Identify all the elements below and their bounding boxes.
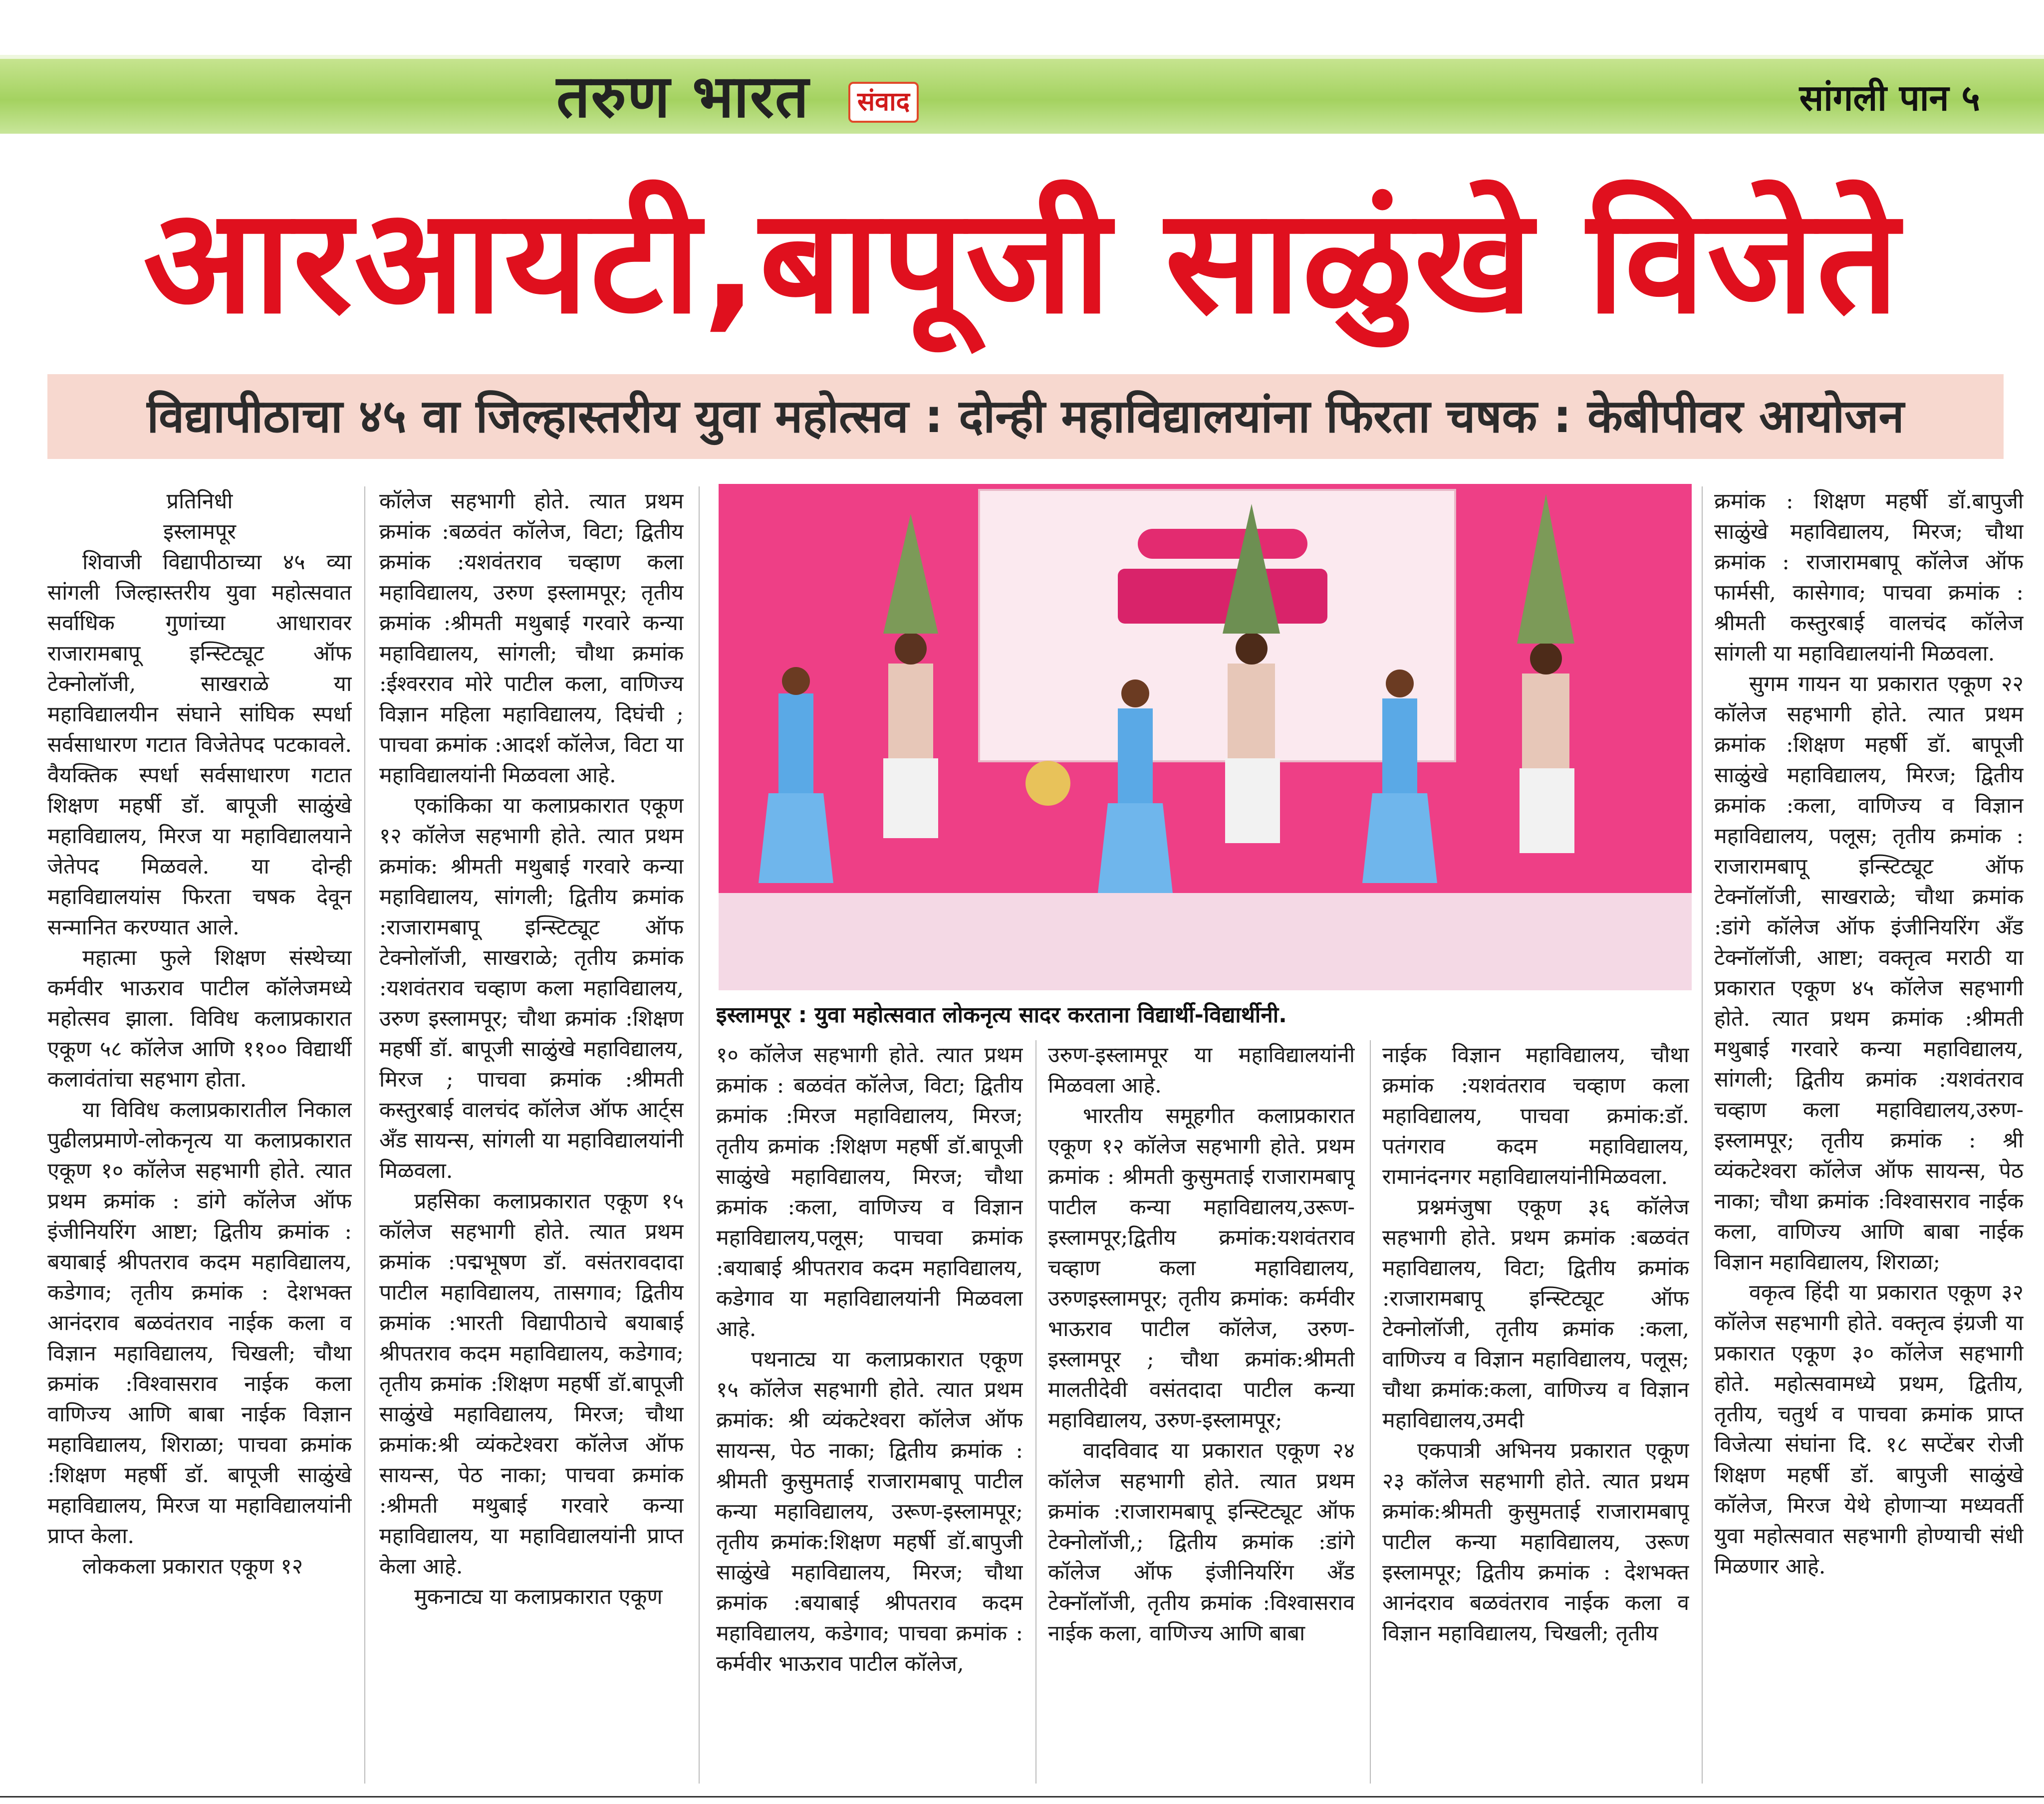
paragraph: नाईक विज्ञान महाविद्यालय, चौथा क्रमांक :यशवंतराव चव्हाण कला महाविद्यालय, पाचवा क्रमांक:डॉ. पतंगराव कदम महाविद्यालय, रामानंदनगर महाविद्यालयांनीमिळवला. bbox=[1382, 1043, 1689, 1189]
paragraph: सुगम गायन या प्रकारात एकूण २२ कॉलेज सहभागी होते. त्यात प्रथम क्रमांक :शिक्षण महर्षी डॉ. बापूजी साळुंखे महाविद्यालय, मिरज; द्वितीय क्रमांक :कला, वाणिज्य व विज्ञान महाविद्यालय, पलूस; तृतीय क्रमांक : राजारामबापू इन्स्टिट्यूट ऑफ टेक्नॉलॉजी, साखराळे; चौथा क्रमांक :डांगे कॉलेज ऑफ इंजीनियरिंग अँड टेक्नॉलॉजी, आष्टा; वक्तृत्व मराठी या प्रकारात एकूण ४५ कॉलेज सहभागी होते. त्यात प्रथम क्रमांक :श्रीमती मथुबाई गरवारे कन्या महाविद्यालय, सांगली; द्वितीय क्रमांक :यशवंतराव चव्हाण कला महाविद्यालय,उरुण-इस्लामपूर; तृतीय क्रमांक : श्री व्यंकटेश्वरा कॉलेज ऑफ सायन्स, पेठ नाका; चौथा क्रमांक :विश्वासराव नाईक कला, वाणिज्य आणि बाबा नाईक विज्ञान महाविद्यालय, शिराळा; bbox=[1714, 672, 2024, 1275]
dancer-figure bbox=[759, 667, 833, 883]
paragraph: उरुण-इस्लामपूर या महाविद्यालयांनी मिळवला आहे. bbox=[1048, 1043, 1355, 1098]
paragraph: मुकनाट्य या कलाप्रकारात एकूण bbox=[414, 1584, 663, 1609]
paragraph: एकांकिका या कलाप्रकारात एकूण १२ कॉलेज सहभागी होते. त्यात प्रथम क्रमांक: श्रीमती मथुबाई गरवारे कन्या महाविद्यालय, सांगली; द्वितीय क्रमांक :राजारामबापू इन्स्टिट्यूट ऑफ टेक्नोलॉजी, साखराळे; तृतीय क्रमांक :यशवंतराव चव्हाण कला महाविद्यालय, उरुण इस्लामपूर; चौथा क्रमांक :शिक्षण महर्षी डॉ. बापूजी साळुंखे महाविद्यालय, मिरज ; पाचवा क्रमांक :श्रीमती कस्तुरबाई वालचंद कॉलेज ऑफ आर्ट्स अँड सायन्स, सांगली या महाविद्यालयांनी मिळवला. bbox=[379, 793, 684, 1183]
newspaper-name: तरुण भारत bbox=[556, 62, 810, 131]
subheadline: विद्यापीठाचा ४५ वा जिल्हास्तरीय युवा महोत्सव : दोन्ही महाविद्यालयांना फिरता चषक : केबीपीवर आयोजन bbox=[147, 390, 1904, 443]
dancer-figure bbox=[883, 514, 938, 838]
dancers-illustration bbox=[719, 484, 1692, 990]
bottom-rule bbox=[0, 1796, 2044, 1798]
dancer-figure bbox=[1098, 679, 1173, 893]
dancer-figure bbox=[1517, 494, 1574, 853]
paragraph: प्रहसिका कलाप्रकारात एकूण १५ कॉलेज सहभागी होते. त्यात प्रथम क्रमांक :पद्मभूषण डॉ. वसंतरावदादा पाटील महाविद्यालय, तासगाव; द्वितीय क्रमांक :भारती विद्यापीठाचे बयाबाई श्रीपतराव कदम महाविद्यालय, कडेगाव; तृतीय क्रमांक :शिक्षण महर्षी डॉ.बापूजी साळुंखे महाविद्यालय, मिरज; चौथा क्रमांक:श्री व्यंकटेश्वरा कॉलेज ऑफ सायन्स, पेठ नाका; पाचवा क्रमांक :श्रीमती मथुबाई गरवारे कन्या महाविद्यालय, या महाविद्यालयांनी प्राप्त केला आहे. bbox=[379, 1189, 684, 1579]
paragraph: १० कॉलेज सहभागी होते. त्यात प्रथम क्रमांक : बळवंत कॉलेज, विटा; द्वितीय क्रमांक :मिरज महाविद्यालय, मिरज; तृतीय क्रमांक :शिक्षण महर्षी डॉ.बापूजी साळुंखे महाविद्यालय, मिरज; चौथा क्रमांक :कला, वाणिज्य व विज्ञान महाविद्यालय,पलूस; पाचवा क्रमांक :बयाबाई श्रीपतराव कदम महाविद्यालय, कडेगाव या महाविद्यालयांनी मिळवला आहे. bbox=[716, 1043, 1023, 1342]
headline: आरआयटी,बापूजी साळुंखे विजेते bbox=[143, 178, 1901, 346]
page-label: सांगली पान ५ bbox=[1799, 77, 1980, 119]
paragraph: प्रश्नमंजुषा एकूण ३६ कॉलेज सहभागी होते. प्रथम क्रमांक :बळवंत महाविद्यालय, विटा; द्वितीय क्रमांक :राजारामबापू इन्स्टिट्यूट ऑफ टेक्नोलॉजी, तृतीय क्रमांक :कला, वाणिज्य व विज्ञान महाविद्यालय, पलूस; चौथा क्रमांक:कला, वाणिज्य व विज्ञान महाविद्यालय,उमदी bbox=[1382, 1195, 1689, 1433]
edition-badge: संवाद bbox=[848, 82, 919, 123]
column-divider bbox=[1035, 1040, 1036, 1784]
column-divider bbox=[364, 486, 365, 1784]
paragraph: लोककला प्रकारात एकूण १२ bbox=[82, 1554, 303, 1579]
paragraph: महात्मा फुले शिक्षण संस्थेच्या कर्मवीर भाऊराव पाटील कॉलेजमध्ये महोत्सव झाला. विविध कलाप्रकारात एकूण ५८ कॉलेज आणि ११०० विद्यार्थी कलावंतांचा सहभाग होता. bbox=[47, 945, 352, 1092]
masthead-band bbox=[0, 59, 2044, 134]
paragraph: एकपात्री अभिनय प्रकारात एकूण २३ कॉलेज सहभागी होते. त्यात प्रथम क्रमांक:श्रीमती कुसुमताई राजारामबापू पाटील कन्या महाविद्यालय, उरूण इस्लामपूर; द्वितीय क्रमांक : देशभक्त आनंदराव बळवंतराव नाईक कला व विज्ञान महाविद्यालय, चिखली; तृतीय bbox=[1382, 1438, 1689, 1646]
article-column-5 bbox=[1382, 1040, 1689, 1789]
byline: प्रतिनिधी bbox=[166, 489, 233, 514]
article-column-2 bbox=[379, 486, 684, 1784]
photo-caption: इस्लामपूर : युवा महोत्सवात लोकनृत्य सादर करताना विद्यार्थी-विद्यार्थीनी. bbox=[716, 1002, 1287, 1028]
dancer-figure bbox=[1223, 504, 1280, 843]
article-column-3 bbox=[716, 1040, 1023, 1789]
dateline: इस्लामपूर bbox=[163, 519, 236, 544]
paragraph: वकृत्व हिंदी या प्रकारात एकूण ३२ कॉलेज सहभागी होते. वक्तृत्व इंग्रजी या प्रकारात एकूण ३० कॉलेज सहभागी होते. महोत्सवामध्ये प्रथम, द्वितीय, तृतीय, चतुर्थ व पाचवा क्रमांक प्राप्त विजेत्या संघांना दि. १८ सप्टेंबर रोजी शिक्षण महर्षी डॉ. बापुजी साळुंखे कॉलेज, मिरज येथे होणाऱ्या मध्यवर्ती युवा महोत्सवात सहभागी होण्याची संधी मिळणार आहे. bbox=[1714, 1280, 2024, 1579]
paragraph: पथनाट्य या कलाप्रकारात एकूण १५ कॉलेज सहभागी होते. त्यात प्रथम क्रमांक: श्री व्यंकटेश्वरा कॉलेज ऑफ सायन्स, पेठ नाका; द्वितीय क्रमांक : श्रीमती कुसुमताई राजारामबापू पाटील कन्या महाविद्यालय, उरूण-इस्लामपूर; तृतीय क्रमांक:शिक्षण महर्षी डॉ.बापुजी साळुंखे महाविद्यालय, मिरज; चौथा क्रमांक :बयाबाई श्रीपतराव कदम महाविद्यालय, कडेगाव; पाचवा क्रमांक : कर्मवीर भाऊराव पाटील कॉलेज, bbox=[716, 1347, 1023, 1676]
dance-photo bbox=[719, 484, 1692, 990]
paragraph: कॉलेज सहभागी होते. त्यात प्रथम क्रमांक :बळवंत कॉलेज, विटा; द्वितीय क्रमांक :यशवंतराव चव्हाण कला महाविद्यालय, उरुण इस्लामपूर; तृतीय क्रमांक :श्रीमती मथुबाई गरवारे कन्या महाविद्यालय, सांगली; चौथा क्रमांक :ईश्वरराव मोरे पाटील कला, वाणिज्य विज्ञान महिला महाविद्यालय, दिघंची ; पाचवा क्रमांक :आदर्श कॉलेज, विटा या महाविद्यालयांनी मिळवला आहे. bbox=[379, 489, 684, 788]
article-column-1 bbox=[47, 486, 352, 1784]
paragraph: या विविध कलाप्रकारातील निकाल पुढीलप्रमाणे-लोकनृत्य या कलाप्रकारात एकूण १० कॉलेज सहभागी होते. त्यात प्रथम क्रमांक : डांगे कॉलेज ऑफ इंजीनियरिंग आष्टा; द्वितीय क्रमांक : बयाबाई श्रीपतराव कदम महाविद्यालय, कडेगाव; तृतीय क्रमांक : देशभक्त आनंदराव बळवंतराव नाईक कला व विज्ञान महाविद्यालय, चिखली; चौथा क्रमांक :विश्वासराव नाईक कला वाणिज्य आणि बाबा नाईक विज्ञान महाविद्यालय, शिराळा; पाचवा क्रमांक :शिक्षण महर्षी डॉ. बापूजी साळुंखे महाविद्यालय, मिरज या महाविद्यालयांनी प्राप्त केला. bbox=[47, 1098, 352, 1549]
paragraph: भारतीय समूहगीत कलाप्रकारात एकूण १२ कॉलेज सहभागी होते. प्रथम क्रमांक : श्रीमती कुसुमताई राजारामबापू पाटील कन्या महाविद्यालय,उरूण-इस्लामपूर;द्वितीय क्रमांक:यशवंतराव चव्हाण कला महाविद्यालय, उरुणइस्लामपूर; तृतीय क्रमांक: कर्मवीर भाऊराव पाटील कॉलेज, उरुण-इस्लामपूर ; चौथा क्रमांक:श्रीमती मालतीदेवी वसंतदादा पाटील कन्या महाविद्यालय, उरुण-इस्लामपूर; bbox=[1048, 1104, 1355, 1433]
paragraph: क्रमांक : शिक्षण महर्षी डॉ.बापुजी साळुंखे महाविद्यालय, मिरज; चौथा क्रमांक : राजारामबापू कॉलेज ऑफ फार्मसी, कासेगाव; पाचवा क्रमांक : श्रीमती कस्तुरबाई वालचंद कॉलेज सांगली या महाविद्यालयांनी मिळवला. bbox=[1714, 489, 2024, 666]
brass-plate bbox=[1025, 761, 1070, 806]
column-divider bbox=[1702, 486, 1703, 1784]
dancer-figure bbox=[1362, 670, 1437, 883]
paragraph: शिवाजी विद्यापीठाच्या ४५ व्या सांगली जिल्हास्तरीय युवा महोत्सवात सर्वाधिक गुणांच्या आधारावर राजारामबापू इन्स्टिट्यूट ऑफ टेक्नोलॉजी, साखराळे या महाविद्यालयीन संघाने सांघिक स्पर्धा सर्वसाधारण गटात विजेतेपद पटकावले. वैयक्तिक स्पर्धा सर्वसाधारण गटात शिक्षण महर्षी डॉ. बापूजी साळुंखे महाविद्यालय, मिरज या महाविद्यालयाने जेतेपद मिळवले. या दोन्ही महाविद्यालयांस फिरता चषक देवून सन्मानित करण्यात आले. bbox=[47, 550, 352, 940]
article-column-6 bbox=[1714, 486, 2024, 1784]
column-divider bbox=[699, 486, 700, 1784]
subheadline-box bbox=[47, 374, 2004, 459]
paragraph: वादविवाद या प्रकारात एकूण २४ कॉलेज सहभागी होते. त्यात प्रथम क्रमांक :राजारामबापू इन्स्टिट्यूट ऑफ टेक्नोलॉजी,; द्वितीय क्रमांक :डांगे कॉलेज ऑफ इंजीनियरिंग अँड टेक्नॉलॉजी, तृतीय क्रमांक :विश्वासराव नाईक कला, वाणिज्य आणि बाबा bbox=[1048, 1438, 1355, 1646]
article-column-4 bbox=[1048, 1040, 1355, 1789]
column-divider bbox=[1370, 1040, 1371, 1784]
